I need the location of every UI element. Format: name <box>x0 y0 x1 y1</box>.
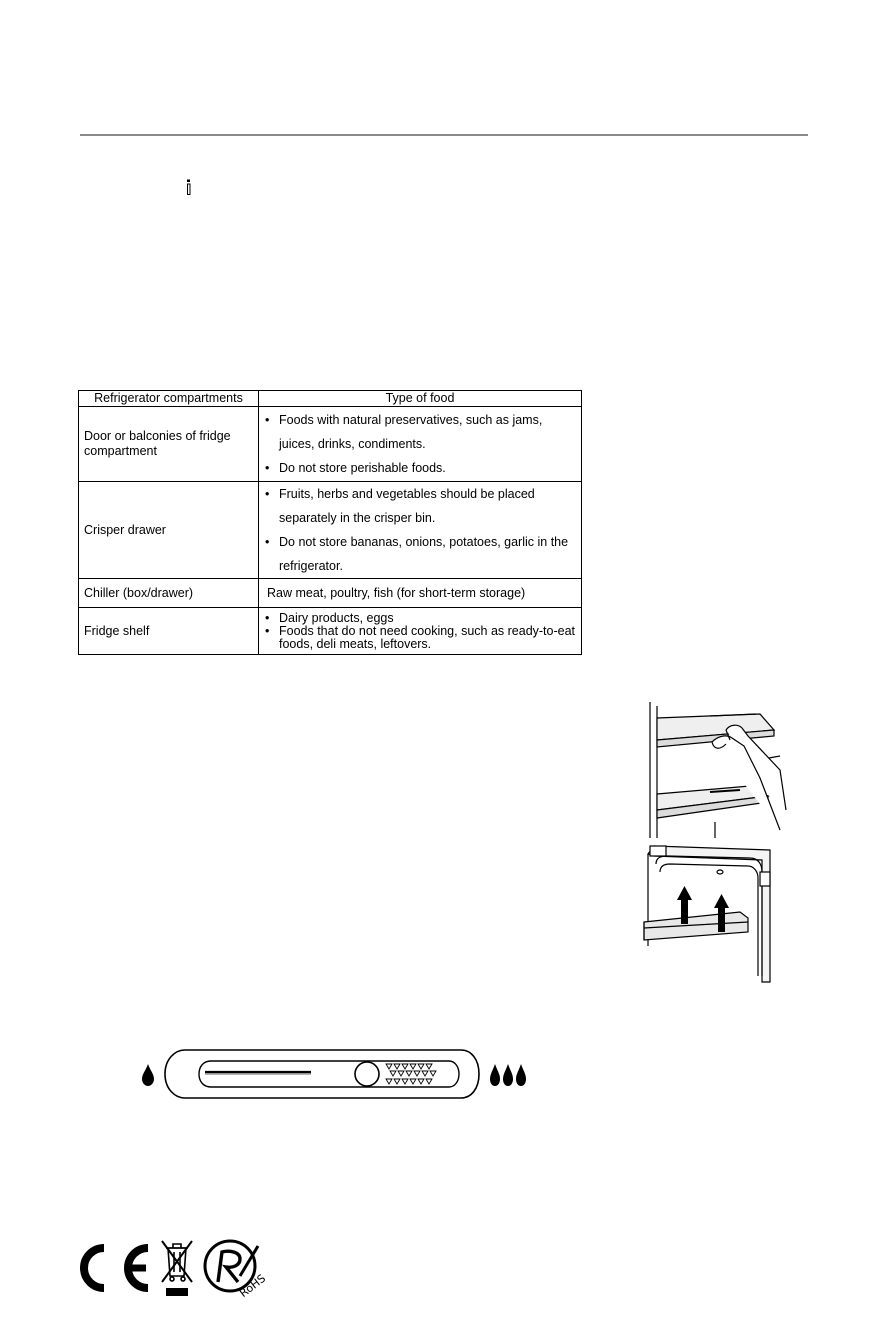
header-rule <box>80 134 808 136</box>
triple-droplet-icon <box>488 1062 532 1088</box>
list-item: • Foods that do not need cooking, such as ready-to-eat foods, deli meats, leftovers. <box>264 625 576 651</box>
compartment-cell: Door or balconies of fridge compartment <box>79 407 259 482</box>
shelf-removal-illustration <box>640 700 790 840</box>
list-item: • Dairy products, eggs <box>264 612 576 625</box>
list-item: • Do not store perishable foods. <box>264 456 576 480</box>
table-header-compartment: Refrigerator compartments <box>79 391 259 407</box>
list-item: • Fruits, herbs and vegetables should be placed separately in the crisper bin. <box>264 482 576 530</box>
food-storage-table <box>78 390 582 655</box>
compartment-cell: Crisper drawer <box>79 482 259 579</box>
table-row <box>79 482 582 579</box>
compartment-cell: Fridge shelf <box>79 608 259 655</box>
table-row <box>79 608 582 655</box>
food-type-cell: Raw meat, poultry, fish (for short-term storage) <box>259 579 582 608</box>
door-balcony-removal-illustration <box>640 842 790 984</box>
food-type-cell <box>259 608 582 655</box>
food-type-cell <box>259 407 582 482</box>
table-header-food-type: Type of food <box>259 391 582 407</box>
compartment-cell: Chiller (box/drawer) <box>79 579 259 608</box>
food-type-cell <box>259 482 582 579</box>
crossed-out-bin-icon <box>159 1236 195 1298</box>
list-item: • Foods with natural preservatives, such as jams, juices, drinks, condiments. <box>264 408 576 456</box>
humidity-control-slider[interactable] <box>163 1049 481 1099</box>
rohs-mark-icon <box>200 1236 269 1302</box>
table-row <box>79 579 582 608</box>
info-icon <box>184 179 194 195</box>
list-item: • Do not store bananas, onions, potatoes, garlic in the refrigerator. <box>264 530 576 578</box>
rohs-text: RoHS <box>237 1271 269 1300</box>
ce-mark-icon <box>70 1240 152 1296</box>
table-row <box>79 407 582 482</box>
